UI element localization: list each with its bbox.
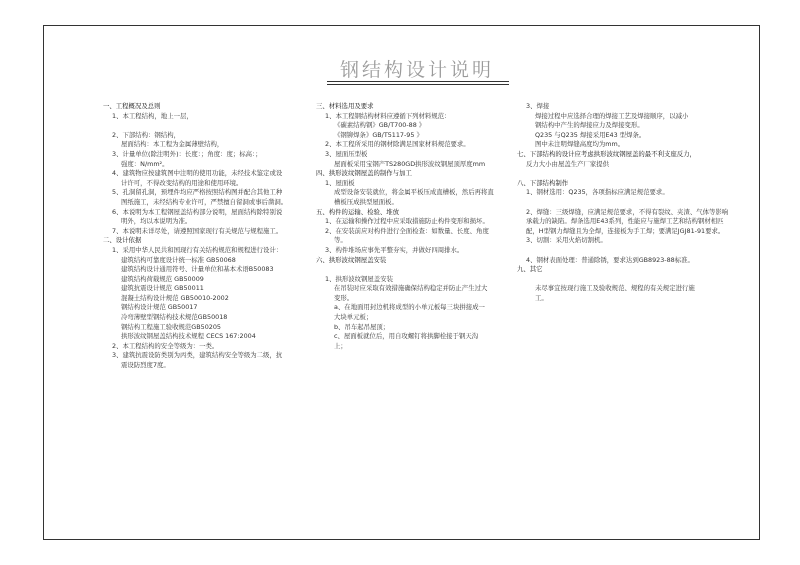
note-line: 未尽事宜按现行施工及验收规范、规程的有关规定进行施 — [535, 284, 695, 293]
note-line: 1、钢材选用：Q235，各项指标应满足规范要求。 — [526, 188, 669, 197]
note-line — [316, 265, 494, 275]
note-line: 2、本工程结构的安全等级为：一类。 — [112, 341, 219, 350]
title-underline-bottom — [327, 84, 509, 85]
note-line: 在吊装时应采取有效措施确保结构稳定并防止产生过大 — [334, 284, 488, 293]
note-line — [517, 198, 728, 208]
note-line: 冷弯薄壁型钢结构技术规范GB50018 — [121, 313, 228, 322]
note-line: 建筑结构可靠度设计统一标准 GB50068 — [121, 255, 236, 264]
note-line: 屋面板采用宝钢产TS280GD拱形波纹钢屋顶厚度mm — [334, 159, 486, 168]
note-line: 反力大小由屋盖生产厂家提供 — [526, 159, 610, 168]
note-line: 1、本工程钢结构材料应遵循下列材料规范： — [325, 111, 451, 120]
note-line: 2、焊缝：三级焊缝，应满足规范要求，不得有裂纹、夹渣、气体等影响 — [526, 207, 729, 216]
note-line: 1、屋面板 — [325, 178, 355, 187]
note-line: a、在地面用封边机将成型的小单元板每三块拼接成一 — [334, 303, 485, 312]
section-heading: 七、下部结构的设计应考虑拱形波纹钢屋盖的最不利支座反力， — [517, 149, 696, 158]
note-line — [103, 121, 287, 131]
note-line: 3、焊接 — [526, 102, 550, 110]
note-line: 1、拱形波纹钢屋盖安装 — [325, 274, 393, 283]
note-line: Q235 与Q235 焊接采用E43 型焊条。 — [535, 130, 646, 139]
note-line: 建筑抗震设计规范 GB50011 — [121, 284, 204, 293]
note-line: 2、在安装前应对构件进行全面检查：如数量、长度、角度 — [325, 226, 489, 235]
note-line: 1、采用中华人民共和国现行有关结构规范和规程进行设计： — [112, 245, 283, 254]
note-line: 2、本工程所采用的钢材除满足国家材料规范要求。 — [325, 140, 470, 149]
section-heading: 六、拱形波纹钢屋盖安装 — [316, 255, 387, 264]
section-heading: 三、材料选用及要求 — [316, 102, 374, 110]
title-block — [323, 55, 511, 82]
section-heading: 八、下部结构制作 — [517, 178, 569, 187]
note-line: 6、本说明为本工程钢屋盖结构部分说明，屋面结构除特别说 — [112, 207, 283, 216]
note-line: 《碳素结构钢》GB/T700-88 》 — [334, 121, 426, 130]
note-line: 焊接过程中应选择合理的焊接工艺及焊接顺序，以减小 — [535, 111, 689, 120]
section-heading: 二、设计依据 — [103, 236, 142, 245]
note-line: 3、切割：采用火焰切割机。 — [526, 236, 607, 245]
note-line: 槽板压成拱型屋面板。 — [334, 197, 398, 206]
note-line — [517, 246, 728, 256]
note-line: 上； — [334, 341, 347, 350]
note-line: 建筑结构设计通用符号、计量单位和基本术语B50083 — [121, 265, 274, 274]
note-line: b、吊车起吊屋顶； — [334, 322, 390, 331]
note-line: 3、计量单位(除注明外)：长度：；角度：度；标高：； — [112, 149, 262, 158]
note-line: 4、建筑物应按建筑图中注明的使用功能，未经技术鉴定或设 — [112, 169, 283, 178]
note-line: 配，H型钢力焊缝且为全焊，连接板为手工焊；要满足JGJ81-91要求。 — [526, 226, 725, 235]
note-line: 3、构件堆场应事先平整夯实，并做好四周排水。 — [325, 245, 464, 254]
note-line — [517, 275, 728, 285]
note-line: 4、钢材表面处理：普通除锈，要求达到GB8923-88标准。 — [526, 255, 694, 264]
note-line: 等。 — [334, 236, 347, 245]
note-line: 7、本说明未详尽处，请遵照国家现行有关规范与规程施工。 — [112, 226, 283, 235]
note-line: 《钢铆焊条》GB/T5117-95 》 — [334, 130, 423, 139]
section-heading: 四、拱形波纹钢屋盖的制作与加工 — [316, 169, 412, 178]
page-title: 钢结构设计说明 — [339, 59, 494, 81]
note-line: 震设防烈度7度。 — [121, 361, 170, 370]
note-line: 大块单元板； — [334, 313, 373, 322]
section-heading: 一、工程概况及总则 — [103, 102, 161, 110]
notes-column-middle — [316, 102, 494, 351]
note-line: 图纸施工，未经结构专业许可，严禁擅自留洞或事后凿洞。 — [121, 197, 288, 206]
title-underline-top — [327, 81, 509, 82]
note-line: 1、在运输和操作过程中应采取措施防止构件变形和损坏。 — [325, 217, 489, 226]
note-line: 建筑结构荷载规范 GB50009 — [121, 274, 204, 283]
note-line: 1、本工程结构，地上一层， — [112, 111, 193, 120]
note-line: 计许可，不得改变结构的用途和使用环境。 — [121, 178, 243, 187]
note-line: c、屋面板就位后，用自攻螺钉将拱脚栓接于钢天沟 — [334, 332, 479, 341]
notes-column-left — [103, 102, 287, 371]
note-line — [517, 169, 728, 179]
note-line: 工。 — [535, 293, 548, 302]
section-heading: 五、构件的运输、检验、堆放 — [316, 207, 400, 216]
note-line: 承载力的缺陷。焊条选用E43系列，性能应与施焊工艺和结构钢材相匹 — [526, 217, 724, 226]
note-line: 3、屋面压型板 — [325, 149, 368, 158]
note-line: 钢结构工程施工验收规范GB50205 — [121, 322, 221, 331]
note-line: 图中未注明焊缝高度均为mm。 — [535, 140, 625, 149]
notes-column-right — [517, 102, 728, 303]
note-line: 2、下部结构：钢结构， — [112, 130, 180, 139]
note-line: 3、建筑抗震设防类别为丙类，建筑结构安全等级为二级，抗 — [112, 351, 283, 360]
note-line: 明外，均以本说明为准。 — [121, 217, 192, 226]
note-line: 强度：N/mm²。 — [121, 159, 169, 168]
note-line: 钢结构设计规范 GB50017 — [121, 303, 198, 312]
note-line: 混凝土结构设计规范 GB50010-2002 — [121, 293, 229, 302]
note-line: 成型设备安装就位，将金属平板压成直槽板，然后再将直 — [334, 188, 494, 197]
note-line: 钢结构中产生的焊接应力及焊接变形。 — [535, 121, 644, 130]
section-heading: 九、其它 — [517, 265, 543, 274]
note-line: 屋面结构：本工程为金属薄壁结构， — [121, 140, 224, 149]
note-line: 拱形波纹钢屋盖结构技术规程 CECS 167:2004 — [121, 332, 256, 341]
note-line: 变形。 — [334, 293, 354, 302]
note-line: 5、孔洞留孔洞，预埋件均应严格按照结构图并配合其他工种 — [112, 188, 283, 197]
